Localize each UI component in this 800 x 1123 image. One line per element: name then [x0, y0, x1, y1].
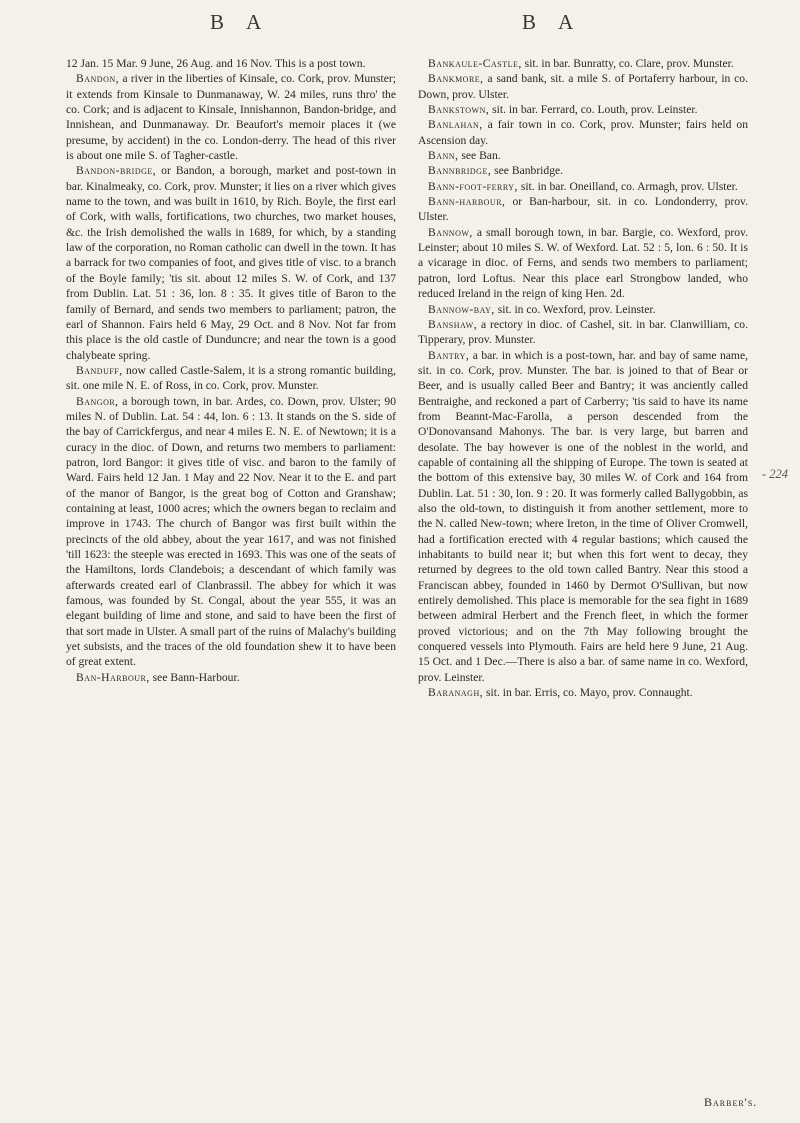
entry-text: sit. in bar. Oneilland, co. Armagh, prov. Ulster.: [517, 179, 738, 193]
entry-headword: Bannbridge,: [428, 164, 492, 178]
dictionary-entry: [418, 685, 748, 700]
entry-headword: Banlahan,: [428, 118, 483, 132]
entry-headword: Baranagh,: [428, 686, 484, 700]
entry-headword: Bann-harbour,: [428, 195, 506, 209]
right-column: [418, 56, 748, 700]
dictionary-entry: [418, 225, 748, 302]
running-header: [0, 10, 800, 50]
entry-headword: Bankmore,: [428, 72, 484, 86]
entry-text: sit. in bar. Ferrard, co. Louth, prov. Leinster.: [489, 103, 698, 117]
dictionary-entry: [66, 56, 396, 71]
entry-text: now called Castle-Salem, it is a strong romantic building, sit. one mile N. E. of Ross, in co. Cork, prov. Munster.: [66, 363, 396, 393]
dictionary-entry: [418, 317, 748, 348]
margin-note: - 224: [762, 467, 789, 481]
dictionary-entry: [418, 117, 748, 148]
dictionary-entry: [418, 71, 748, 102]
dictionary-entry: [66, 163, 396, 362]
entry-headword: Bantry,: [428, 348, 470, 362]
dictionary-entry: [418, 163, 748, 178]
entry-text: 12 Jan. 15 Mar. 9 June, 26 Aug. and 16 Nov. This is a post town.: [66, 57, 366, 70]
entry-headword: Bannow-bay,: [428, 302, 495, 316]
dictionary-entry: [418, 56, 748, 71]
entry-text: a small borough town, in bar. Bargie, co. Wexford, prov. Leinster; about 10 miles S. W. of Wexford. Lat. 52 : 5, lon. 6 : 50. It is a vicarage in dioc. of Ferns, and sends two members to parliament; patron, lord Loftus. Near this place earl Strongbow landed, who reduced Ireland in the reign of king Hen. 2d.: [418, 225, 748, 301]
entry-headword: Bann,: [428, 149, 459, 163]
entry-headword: Bann-foot-ferry,: [428, 179, 518, 193]
entry-headword: Bankstown,: [428, 103, 490, 117]
dictionary-entry: [418, 348, 748, 686]
dictionary-entry: [66, 363, 396, 394]
entry-text: a borough town, in bar. Ardes, co. Down, prov. Ulster; 90 miles N. of Dublin. Lat. 54 : 44, lon. 6 : 13. It stands on the S. side of the bay of Carrickfergus, and near 4 miles E. N. E. of Newtown; it is a curacy in the dioc. of Down, and returns two members to parliament: patron, lord Bangor: it gives title of visc. and baron to the family of Ward. Fairs held 12 Jan. 1 May and 22 Nov. Near it to the E. and part of the manor of Bangor, is the great bog of Cotton and Granshaw; containing at least, 1000 acres; which the owners began to reclaim and improve in 1743. The church of Bangor was first built within the precincts of the old abbey, about the year 1617, and was not finished 'till 1623: the steeple was erected in 1693. This was one of the seats of the Hamiltons, lords Clandebois; a descendant of which family was afterwards created earl of Clanbrassil. The abbey for which it was famous, was founded by St. Congal, about the year 555, it was an elegant building of lime and stone, and said to have been the first of that sort made in Ulster. A small part of the ruins of Malachy's building yet subsists, and the traces of the old foundation shew it to have been of great extent.: [66, 394, 396, 669]
left-column: [66, 56, 396, 685]
header-right: B A: [522, 10, 583, 34]
entry-text: or Bandon, a borough, market and post-town in bar. Kinalmeaky, co. Cork, prov. Munster; it lies on a river which gives name to the town, and was built in 1610, by Rich. Boyle, the first earl of Cork, with walls, fortifications, two churches, two market houses, &c. the Irish demolished the walls in 1689, for which, by a standing law of the corporation, no Roman catholic can dwell in the town. It has a barrack for two companies of foot, and gives title of visc. to a branch of the Boyle family; 'tis sit. about 12 miles S. W. of Cork, and 137 from Dublin. Lat. 51 : 36, lon. 8 : 35. It gives title of Baron to the family of Bernard, and sends two members to parliament; patron, the earl of Shannon. Fairs held 6 May, 29 Oct. and 8 Nov. Not far from this place is the old castle of Dunduncre; and near the town is a good chalybeate spring.: [66, 164, 397, 362]
entry-text: see Ban.: [458, 149, 501, 163]
entry-text: sit. in bar. Bunratty, co. Clare, prov. Munster.: [521, 57, 734, 70]
header-left: B A: [210, 10, 271, 34]
entry-text: a river in the liberties of Kinsale, co. Cork, prov. Munster; it extends from Kinsale to Dunmanaway, W. 24 miles, runs thro' the co. Cork; and is adjacent to Kinsale, Innishannon, Bandon-bridge, and Innishean, and Dunmanaway. Dr. Beaufort's memoir places it (we presume, by accident) in the co. London-derry. The head of this river is about one mile S. of Tagher-castle.: [66, 72, 396, 163]
entry-headword: Banduff,: [76, 363, 123, 377]
dictionary-entry: [66, 394, 396, 670]
entry-text: see Bann-Harbour.: [149, 670, 240, 684]
entry-headword: Ban-Harbour,: [76, 670, 150, 684]
entry-headword: Banshaw,: [428, 317, 478, 331]
entry-headword: Bankaule-Castle,: [428, 57, 522, 70]
entry-text: see Banbridge.: [491, 164, 564, 178]
dictionary-entry: [418, 194, 748, 225]
entry-headword: Bannow,: [428, 225, 473, 239]
catchword: Barber's.: [704, 1095, 758, 1109]
entry-headword: Bandon,: [76, 72, 120, 86]
entry-text: a sand bank, sit. a mile S. of Portaferry harbour, in co. Down, prov. Ulster.: [418, 72, 748, 101]
dictionary-entry: [418, 179, 748, 194]
dictionary-entry: [66, 71, 396, 163]
entry-text: sit. in bar. Erris, co. Mayo, prov. Connaught.: [483, 686, 693, 700]
dictionary-entry: [418, 302, 748, 317]
entry-text: a fair town in co. Cork, prov. Munster; fairs held on Ascension day.: [418, 118, 748, 147]
entry-headword: Bandon-bridge,: [76, 164, 157, 178]
entry-text: a bar. in which is a post-town, har. and bay of same name, sit. in co. Cork, prov. Munster. The bar. is joined to that of Bear or Beer, and is usually called Beer and Bantry; it was anciently called Bentraighe, and reckoned a part of Carberry; 'tis said to have its name from Beannt-Mac-Farolla, a person descended from the O'Donovansand Mahonys. The bar. is very large, but barren and desolate. The bay however is one of the noblest in the world, and capable of containing all the shipping of Europe. The town is seated at the bottom of this extensive bay, 30 miles W. of Cork and 164 from Dublin. Lat. 51 : 30, lon. 9 : 20. It was formerly called Ballygobbin, as also the old-town, to distinguish it from another settlement, more to the N. called New-town; where Ireton, in the time of Oliver Cromwell, had a fortification erected with 4 regular bastions; which caused the inhabitants to build near it; but when this fort went to decay, they returned by degrees to the old town called Bantry. Near this stood a Franciscan abbey, founded in 1460 by Dermot O'Sullivan, but now entirely demolished. This place is memorable for the sea fight in 1689 between admiral Herbert and the French fleet, in which the former proved victorious; and on the 7th May following brought the conquered vessels into Plymouth. Fairs are held here 9 June, 21 Aug. 15 Oct. and 1 Dec.—There is also a bar. of same name in co. Wexford, prov. Leinster.: [418, 348, 748, 684]
entry-headword: Bangor,: [76, 394, 119, 408]
entry-text: sit. in co. Wexford, prov. Leinster.: [494, 302, 656, 316]
dictionary-entry: [418, 102, 748, 117]
entry-text: or Ban-harbour, sit. in co. Londonderry, prov. Ulster.: [418, 195, 748, 224]
dictionary-entry: [418, 148, 748, 163]
entry-text: a rectory in dioc. of Cashel, sit. in bar. Clanwilliam, co. Tipperary, prov. Munster.: [418, 317, 748, 347]
dictionary-entry: [66, 670, 396, 685]
